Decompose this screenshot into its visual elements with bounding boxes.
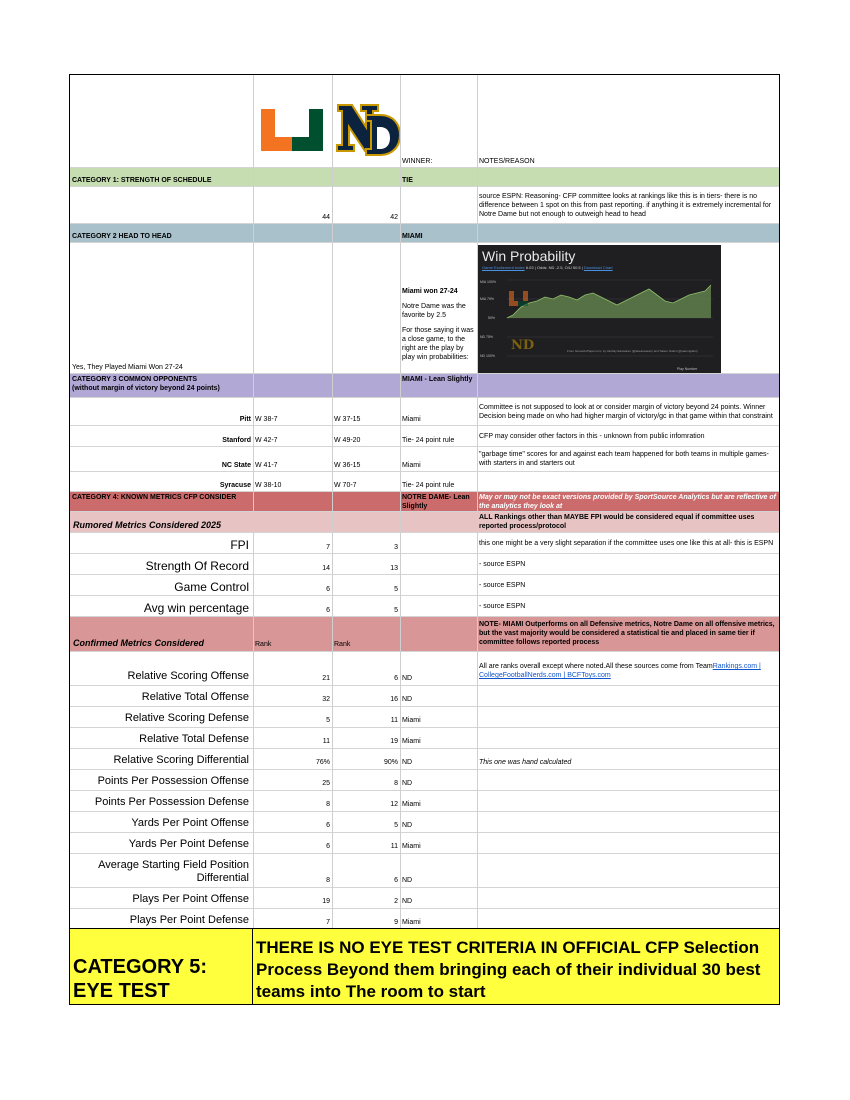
metric-name: Plays Per Point Defense — [129, 914, 249, 926]
cat2-close-game: For those saying it was a close game, to the right are the play by play win probabilities: — [402, 327, 474, 361]
cat3-nd-score: W 70-7 — [334, 482, 357, 489]
cat3-winner-cell: Miami — [402, 462, 421, 469]
metric-nd-rank: 19 — [390, 738, 398, 745]
metric-name: Relative Scoring Defense — [124, 712, 249, 724]
metric-name: Relative Total Offense — [141, 691, 249, 703]
cat2-row-label: Yes, They Played Miami Won 27-24 — [72, 364, 183, 371]
wp-title: Win Probability — [482, 248, 576, 264]
metric-winner: Miami — [402, 843, 421, 850]
cat3-opponent: Pitt — [239, 416, 251, 423]
wp-ylabel-4: ND 100% — [480, 354, 495, 358]
header-row — [70, 75, 779, 168]
wp-gei-link[interactable]: Game Excitement Index — [482, 265, 525, 270]
cat3-nd-score: W 37-15 — [334, 416, 361, 423]
metric-miami-rank: 6 — [326, 843, 330, 850]
hand-calculated-note: This one was hand calculated — [479, 759, 572, 766]
cat2-header-row — [70, 224, 779, 243]
metric-winner: ND — [402, 780, 413, 787]
cat5-label-cell — [70, 929, 253, 1004]
cat3-note: Committee is not supposed to look at or consider margin of victory beyond 24 points. Winner Decision being made on who had higher margin of victory/gc in that game within that constraint — [479, 403, 773, 420]
metric-nd-rank: 2 — [394, 898, 398, 905]
cat1-values-row — [70, 187, 779, 224]
win-probability-chart — [477, 245, 721, 373]
metric-winner: Miami — [402, 738, 421, 745]
metric-nd-rank: 6 — [394, 877, 398, 884]
cat3-winner-cell: Tie- 24 point rule — [402, 437, 455, 444]
col-line-e — [477, 75, 478, 928]
cat5-row — [70, 928, 779, 1004]
metric-miami-rank: 5 — [326, 717, 330, 724]
metric-name: Yards Per Point Defense — [128, 838, 249, 850]
confirmed-metric-row — [70, 791, 779, 812]
metric-miami-rank: 14 — [322, 565, 330, 572]
miami-logo-cell — [253, 75, 332, 167]
metric-winner: Miami — [402, 801, 421, 808]
rank-label-miami: Rank — [255, 641, 272, 648]
cat1-header-row — [70, 168, 779, 187]
metric-name: Average Starting Field Position Differential — [98, 859, 249, 884]
metric-nd-rank: 90% — [383, 759, 398, 766]
metric-miami-rank: 6 — [326, 607, 330, 614]
confirmed-metric-row — [70, 707, 779, 728]
metric-winner: ND — [402, 898, 413, 905]
metric-miami-rank: 19 — [322, 898, 330, 905]
confirmed-metric-row — [70, 665, 779, 686]
cat3-nd-score: W 49-20 — [334, 437, 361, 444]
confirmed-metric-row — [70, 854, 779, 888]
cat3-miami-score: W 41-7 — [255, 462, 278, 469]
rumored-label: Rumored Metrics Considered 2025 — [73, 520, 222, 530]
metric-name: Strength Of Record — [145, 559, 249, 573]
metric-winner: ND — [402, 696, 413, 703]
cat3-label-cell — [70, 374, 253, 397]
cat4-label: CATEGORY 4: KNOWN METRICS CFP CONSIDER — [72, 494, 237, 501]
confirmed-note: NOTE- MIAMI Outperforms on all Defensive metrics, Notre Dame on all offensive metrics, but the vast majority would be considered a statistical tie and placed in same tier if committee follows reported process — [479, 621, 775, 646]
cat1-label: CATEGORY 1: STRENGTH OF SCHEDULE — [72, 177, 212, 184]
cat3-miami-score: W 42-7 — [255, 437, 278, 444]
cat3-nd-score: W 36-15 — [334, 462, 361, 469]
notes-header: NOTES/REASON — [479, 158, 535, 165]
metric-miami-rank: 6 — [326, 822, 330, 829]
metric-winner: ND — [402, 822, 413, 829]
metric-winner: Miami — [402, 919, 421, 926]
metric-note: this one might be a very slight separation if the committee uses one like this at all- this is ESPN — [479, 539, 774, 547]
cat2-winner: MIAMI — [402, 233, 423, 240]
metric-note: - source ESPN — [479, 581, 526, 589]
cat3-opponent: Stanford — [222, 437, 251, 444]
cat5-label-line2: EYE TEST — [73, 980, 170, 1002]
confirmed-metric-row — [70, 770, 779, 791]
confirmed-metric-row — [70, 812, 779, 833]
rumored-metric-row — [70, 575, 779, 596]
metric-miami-rank: 8 — [326, 877, 330, 884]
rumored-metric-row — [70, 554, 779, 575]
metric-name: Yards Per Point Offense — [131, 817, 249, 829]
wp-credit: From GameOnPaper.com, by Akshay Easwaran (@akeaswaran) and Saiem Gilani (@saiemgilani) — [567, 349, 698, 353]
metric-nd-rank: 5 — [394, 822, 398, 829]
winner-header: WINNER: — [402, 158, 433, 165]
metric-nd-rank: 11 — [390, 717, 398, 724]
cat4-header-row — [70, 492, 779, 512]
metric-winner: ND — [402, 759, 413, 766]
cat2-favorite: Notre Dame was the favorite by 2.5 — [402, 303, 466, 319]
confirmed-metric-row — [70, 749, 779, 770]
metric-nd-rank: 12 — [390, 801, 398, 808]
cat3-row — [70, 447, 779, 472]
sources-links[interactable]: Rankings.com | CollegeFootballNerds.com | BCFToys.com — [479, 663, 761, 679]
wp-x-label: Play Number — [677, 367, 698, 371]
metric-name: Avg win percentage — [143, 601, 249, 615]
spreadsheet — [69, 74, 780, 1005]
rumored-metric-row — [70, 533, 779, 554]
wp-ylabel-0: MIA 100% — [480, 280, 496, 284]
confirmed-metric-row — [70, 728, 779, 749]
rumored-note: ALL Rankings other than MAYBE FPI would be considered equal if committee uses reported process/protocol — [479, 514, 755, 530]
rumored-header-row — [70, 512, 779, 533]
rumored-metric-row — [70, 596, 779, 617]
metric-miami-rank: 7 — [326, 544, 330, 551]
cat4-note: May or may not be exact versions provided by SportSource Analytics but are reflective of the analytics they look at — [479, 494, 776, 510]
wp-ylabel-3: ND 75% — [480, 335, 494, 339]
metric-miami-rank: 76% — [315, 759, 330, 766]
confirmed-header-row — [70, 617, 779, 652]
metric-winner: ND — [402, 675, 413, 682]
cat1-note: source ESPN: Reasoning- CFP committee looks at rankings like this is in tiers- there is no difference between 1 spot on this from past reporting. if anything it is extremely incremental for Notre Dame but not enough to outweigh head to head — [479, 192, 772, 218]
cat3-row — [70, 398, 779, 426]
wp-plot — [477, 245, 721, 373]
metric-note: - source ESPN — [479, 602, 526, 610]
metric-name: Relative Scoring Differential — [113, 754, 249, 766]
metric-nd-rank: 16 — [390, 696, 398, 703]
cat3-note: "garbage time" scores for and against each team happened for both teams in multiple games- with starters in and starters out — [479, 451, 769, 467]
metric-winner: Miami — [402, 717, 421, 724]
metric-miami-rank: 11 — [322, 738, 330, 745]
win-probability-chart-cell — [477, 243, 779, 373]
cat3-label: CATEGORY 3 COMMON OPPONENTS — [72, 376, 198, 383]
cat3-row — [70, 472, 779, 492]
cat2-detail-row — [70, 243, 779, 374]
cat3-opponent: NC State — [221, 462, 251, 469]
metric-miami-rank: 21 — [322, 675, 330, 682]
metric-note: - source ESPN — [479, 560, 526, 568]
cat1-winner: TIE — [402, 177, 413, 184]
metric-winner: ND — [402, 877, 413, 884]
metric-nd-rank: 5 — [394, 586, 398, 593]
metric-nd-rank: 3 — [394, 544, 398, 551]
metric-miami-rank: 6 — [326, 586, 330, 593]
metric-miami-rank: 25 — [322, 780, 330, 787]
cat2-result-title: Miami won 27-24 — [402, 288, 458, 295]
confirmed-metric-row — [70, 686, 779, 707]
confirmed-metric-row — [70, 909, 779, 930]
confirmed-metric-row — [70, 888, 779, 909]
wp-download-link[interactable]: Download Chart — [583, 265, 613, 270]
cat3-row — [70, 426, 779, 447]
col-line-c — [332, 75, 333, 928]
svg-text:ND: ND — [511, 338, 535, 353]
sources-note: All are ranks overall except where noted.All these sources come from Team — [479, 663, 713, 670]
cat3-winner-cell: Tie- 24 point rule — [402, 482, 455, 489]
col-line-d — [400, 75, 401, 928]
cat3-sub: (without margin of victory beyond 24 points) — [72, 385, 220, 392]
metric-name: FPI — [230, 538, 249, 552]
cat2-label: CATEGORY 2 HEAD TO HEAD — [72, 233, 172, 240]
cat2-result-cell — [400, 243, 477, 373]
cat3-note — [477, 472, 779, 491]
cat3-miami-score: W 38-7 — [255, 416, 278, 423]
metric-name: Points Per Possession Offense — [97, 775, 249, 787]
metric-nd-rank: 13 — [390, 565, 398, 572]
wp-ylabel-2: 50% — [488, 316, 496, 320]
wp-ylabel-1: MIA 75% — [480, 297, 495, 301]
metric-name: Points Per Possession Defense — [94, 796, 249, 808]
nd-logo-icon — [332, 75, 400, 167]
metric-nd-rank: 5 — [394, 607, 398, 614]
cat3-winner: MIAMI - Lean Slightly — [402, 376, 473, 383]
col-line-b — [253, 75, 254, 928]
metric-nd-rank: 6 — [394, 675, 398, 682]
cat5-label-line1: CATEGORY 5: — [73, 956, 208, 978]
cat3-miami-score: W 38-10 — [255, 482, 282, 489]
metric-miami-rank: 7 — [326, 919, 330, 926]
rank-label-nd: Rank — [334, 641, 351, 648]
metric-miami-rank: 8 — [326, 801, 330, 808]
confirmed-label: Confirmed Metrics Considered — [73, 638, 205, 648]
metric-name: Relative Scoring Offense — [127, 670, 249, 682]
metric-miami-rank: 32 — [322, 696, 330, 703]
wp-odds: 6.03 | Odds: ND -2.5, O/U 50.5 | — [525, 265, 583, 270]
nd-logo-cell — [332, 75, 400, 167]
cat3-opponent: Syracuse — [219, 482, 251, 489]
cat3-note: CFP may consider other factors in this - unknown from public infomration — [479, 432, 705, 440]
metric-name: Game Control — [174, 580, 249, 594]
metric-name: Relative Total Defense — [139, 733, 249, 745]
miami-logo-icon — [253, 75, 332, 167]
cat4-winner: NOTRE DAME- Lean Slightly — [402, 494, 470, 510]
metric-nd-rank: 11 — [390, 843, 398, 850]
confirmed-metric-row — [70, 833, 779, 854]
metric-name: Plays Per Point Offense — [132, 893, 249, 905]
cat3-header-row — [70, 374, 779, 398]
metric-nd-rank: 8 — [394, 780, 398, 787]
cat1-miami-value: 44 — [322, 214, 330, 221]
metric-nd-rank: 9 — [394, 919, 398, 926]
cat3-winner-cell: Miami — [402, 416, 421, 423]
cat5-text: THERE IS NO EYE TEST CRITERIA IN OFFICIAL CFP Selection Process Beyond them bringing each of their individual 30 best teams into The room to start — [256, 938, 761, 1001]
cat1-nd-value: 42 — [390, 214, 398, 221]
